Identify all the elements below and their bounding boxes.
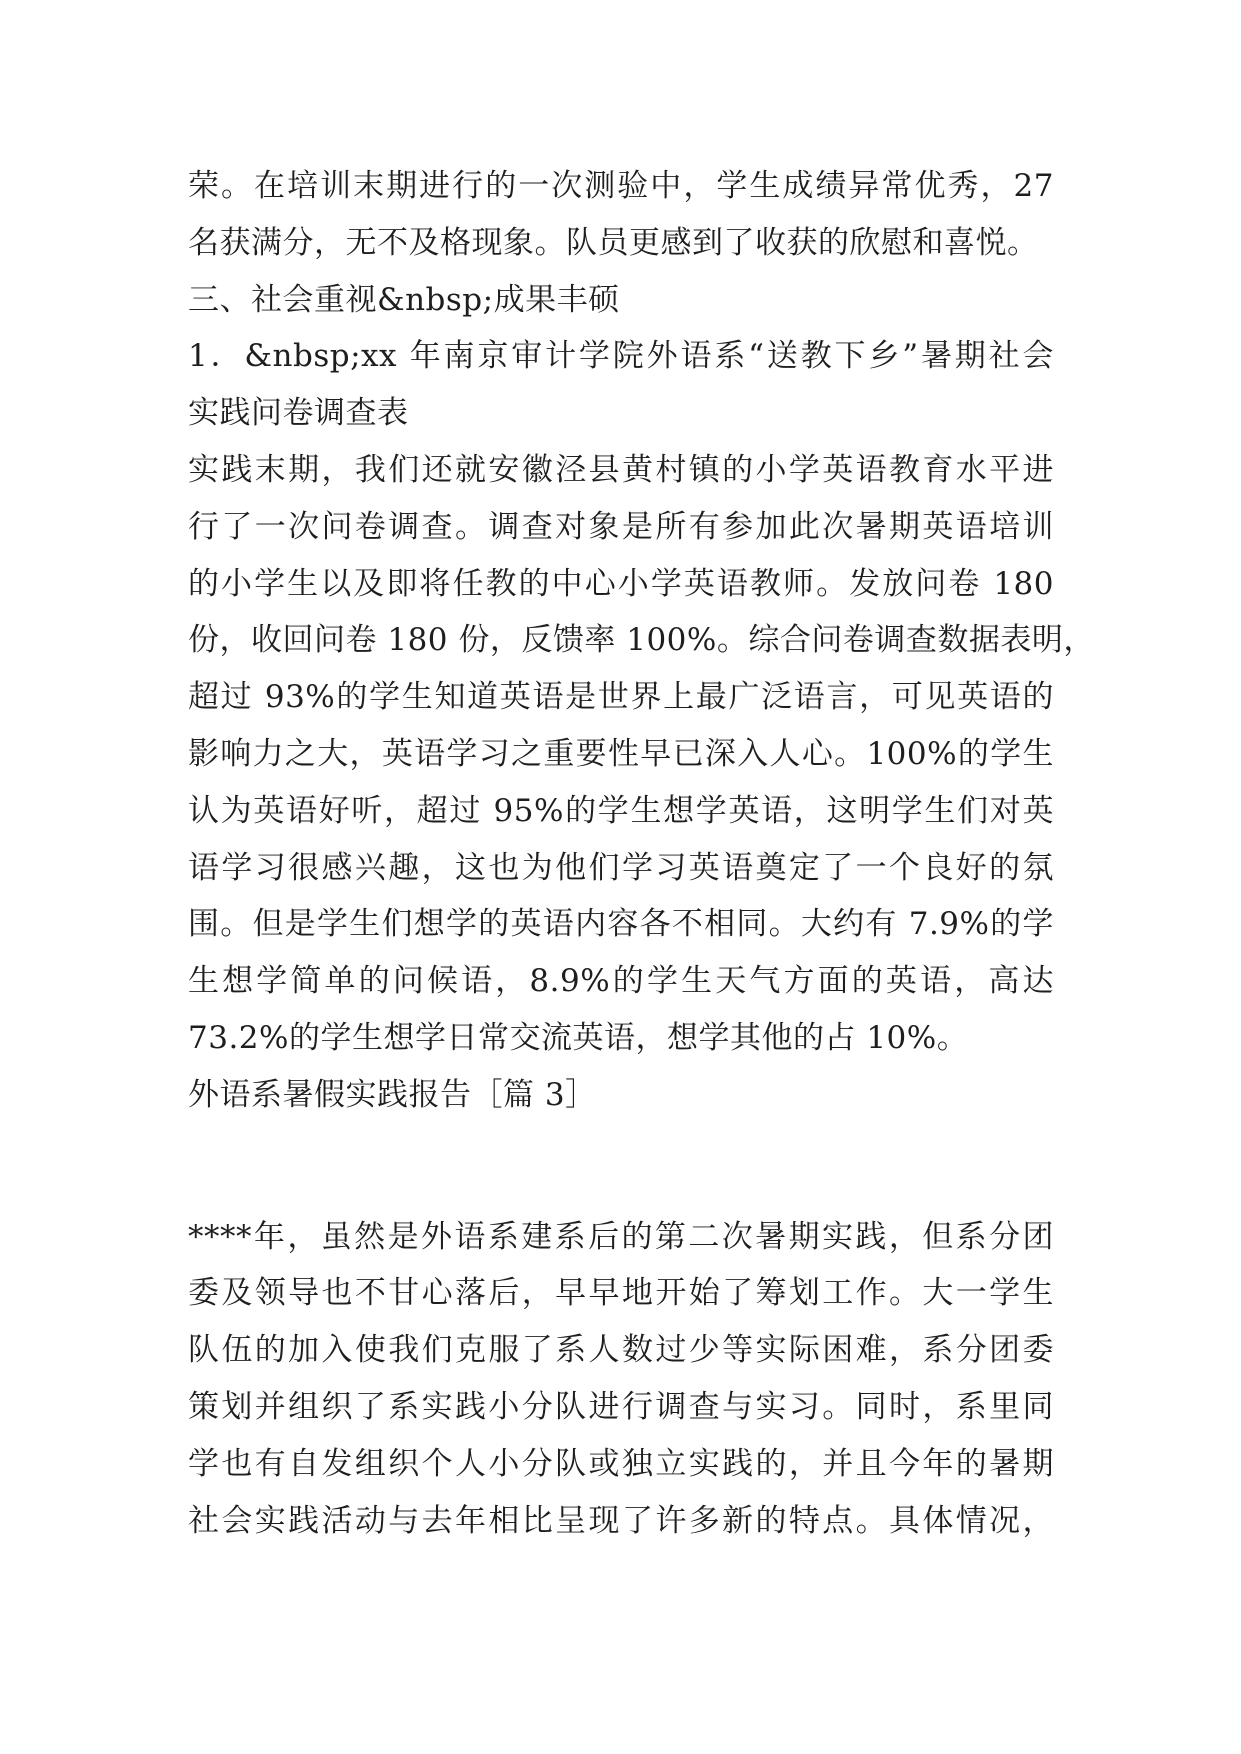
paragraph-training-results: [188, 158, 1054, 272]
text-line: 语学习很感兴趣，这也为他们学习英语奠定了一个良好的氛: [188, 849, 1054, 886]
section-heading-report-part-3: 外语系暑假实践报告［篇 3］: [188, 1076, 597, 1113]
subheading-questionnaire: [188, 328, 1054, 442]
text-line: 超过 93%的学生知道英语是世界上最广泛语言，可见英语的: [188, 679, 1054, 716]
text-line: 实践问卷调查表: [188, 395, 409, 432]
paragraph-survey: [188, 442, 1095, 1067]
text-line: 社会实践活动与去年相比呈现了许多新的特点。具体情况，: [188, 1502, 1054, 1539]
text-line: 名获满分，无不及格现象。队员更感到了收获的欣慰和喜悦。: [188, 224, 1039, 261]
text-line: 围。但是学生们想学的英语内容各不相同。大约有 7.9%的学: [188, 906, 1054, 943]
text-line: 委及领导也不甘心落后，早早地开始了筹划工作。大一学生: [188, 1275, 1054, 1312]
text-line: 影响力之大，英语学习之重要性早已深入人心。100%的学生: [188, 735, 1054, 772]
text-line: 策划并组织了系实践小分队进行调查与实习。同时，系里同: [188, 1388, 1054, 1425]
text-line: ****年，虽然是外语系建系后的第二次暑期实践，但系分团: [188, 1218, 1054, 1255]
paragraph-practice-overview: [188, 1209, 1054, 1550]
text-line: 认为英语好听，超过 95%的学生想学英语，这明学生们对英: [188, 792, 1054, 829]
text-line: 行了一次问卷调查。调查对象是所有参加此次暑期英语培训: [188, 508, 1054, 545]
section-heading-social-attention: 三、社会重视&nbsp;成果丰硕: [188, 281, 620, 318]
text-line: 荣。在培训末期进行的一次测验中，学生成绩异常优秀，27: [188, 168, 1054, 204]
text-line: 份，收回问卷 180 份，反馈率 100%。综合问卷调查数据表明，: [188, 622, 1095, 659]
text-line: 1．&nbsp;xx 年南京审计学院外语系“送教下乡”暑期社会: [188, 338, 1054, 375]
document-body: [188, 158, 1095, 1549]
text-line: 的小学生以及即将任教的中心小学英语教师。发放问卷 180: [188, 565, 1054, 602]
text-line: 队伍的加入使我们克服了系人数过少等实际困难，系分团委: [188, 1332, 1054, 1369]
text-line: 生想学简单的问候语，8.9%的学生天气方面的英语，高达: [188, 963, 1054, 1000]
text-line: 73.2%的学生想学日常交流英语，想学其他的占 10%。: [188, 1019, 969, 1056]
text-line: 实践末期，我们还就安徽泾县黄村镇的小学英语教育水平进: [188, 451, 1054, 488]
blank-spacer: [188, 1124, 1054, 1209]
text-line: 学也有自发组织个人小分队或独立实践的，并且今年的暑期: [188, 1445, 1054, 1482]
